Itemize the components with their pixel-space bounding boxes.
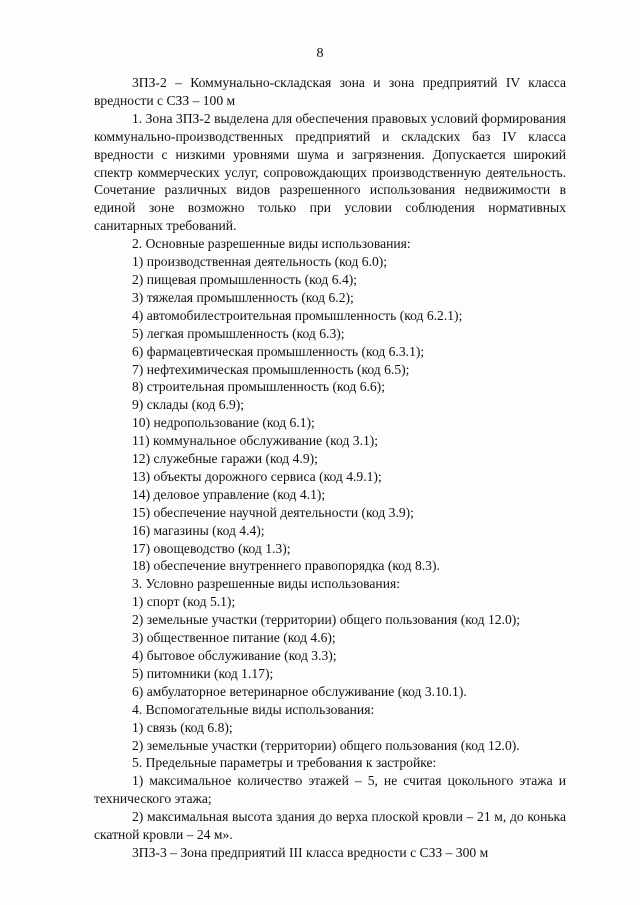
list-item: 7) нефтехимическая промышленность (код 6.5);: [132, 361, 410, 377]
list-item: 8) строительная промышленность (код 6.6);: [132, 379, 385, 395]
section-conditional-uses-heading: 3. Условно разрешенные виды использования:: [132, 576, 400, 592]
list-item: 2) земельные участки (территории) общего пользования (код 12.0).: [132, 737, 520, 753]
limit-floors: 1) максимальное количество этажей – 5, не считая цокольного этажа и технического этажа;: [94, 773, 566, 807]
list-item: 2) пищевая промышленность (код 6.4);: [132, 271, 358, 287]
list-item: 3) тяжелая промышленность (код 6.2);: [132, 289, 354, 305]
list-item: 2) земельные участки (территории) общего пользования (код 12.0);: [132, 612, 521, 628]
section-auxiliary-uses-heading: 4. Вспомогательные виды использования:: [132, 701, 375, 717]
list-item: 4) бытовое обслуживание (код 3.3);: [132, 648, 337, 663]
list-item: 1) спорт (код 5.1);: [132, 594, 236, 610]
list-item: 12) служебные гаражи (код 4.9);: [132, 451, 318, 467]
list-item: 9) склады (код 6.9);: [132, 397, 245, 413]
list-item: 6) амбулаторное ветеринарное обслуживание (код 3.10.1).: [132, 683, 467, 699]
list-item: 14) деловое управление (код 4.1);: [132, 486, 326, 502]
list-item: 15) обеспечение научной деятельности (код 3.9);: [132, 504, 414, 520]
list-item: 6) фармацевтическая промышленность (код 6.3.1);: [132, 343, 425, 359]
section-main-uses-heading: 2. Основные разрешенные виды использования:: [132, 236, 411, 252]
conditional-uses-list: [94, 593, 566, 700]
page-number: 8: [316, 46, 324, 61]
document-body: [94, 74, 566, 862]
list-item: 16) магазины (код 4.4);: [132, 522, 265, 538]
limit-height: 2) максимальная высота здания до верха плоской кровли – 21 м, до конька скатной кровли – 24 м».: [94, 809, 566, 843]
zone-heading: 3ПЗ-2 – Коммунально-складская зона и зона предприятий IV класса вредности с СЗЗ – 100 м: [94, 75, 566, 108]
auxiliary-uses-list: [94, 719, 566, 755]
list-item: 18) обеспечение внутреннего правопорядка (код 8.3).: [132, 558, 440, 574]
list-item: 1) связь (код 6.8);: [132, 719, 233, 735]
paragraph-zone-description: 1. Зона 3ПЗ-2 выделена для обеспечения правовых условий формирования коммунально-производственных предприятий и складских баз IV класса вредности с низкими уровнями шума и загрязнения. Допускается широкий спектр коммерческих услуг, сопровождающих производственную деятельность. Сочетание различных видов разрешенного использования недвижимости в единой зоне возможно только при условии соблюдения нормативных санитарных требований.: [94, 110, 566, 234]
list-item: 11) коммунальное обслуживание (код 3.1);: [132, 433, 379, 449]
main-uses-list: [94, 253, 566, 575]
section-limits-heading: 5. Предельные параметры и требования к застройке:: [132, 755, 437, 771]
list-item: 13) объекты дорожного сервиса (код 4.9.1);: [132, 468, 382, 484]
list-item: 10) недропользование (код 6.1);: [132, 415, 315, 431]
next-zone-heading: 3ПЗ-3 – Зона предприятий III класса вредности с СЗЗ – 300 м: [132, 844, 489, 860]
list-item: 5) питомники (код 1.17);: [132, 665, 274, 681]
list-item: 1) производственная деятельность (код 6.0);: [132, 254, 388, 270]
list-item: 17) овощеводство (код 1.3);: [132, 540, 291, 556]
list-item: 3) общественное питание (код 4.6);: [132, 630, 336, 646]
list-item: 5) легкая промышленность (код 6.3);: [132, 325, 345, 341]
list-item: 4) автомобилестроительная промышленность (код 6.2.1);: [132, 307, 463, 323]
